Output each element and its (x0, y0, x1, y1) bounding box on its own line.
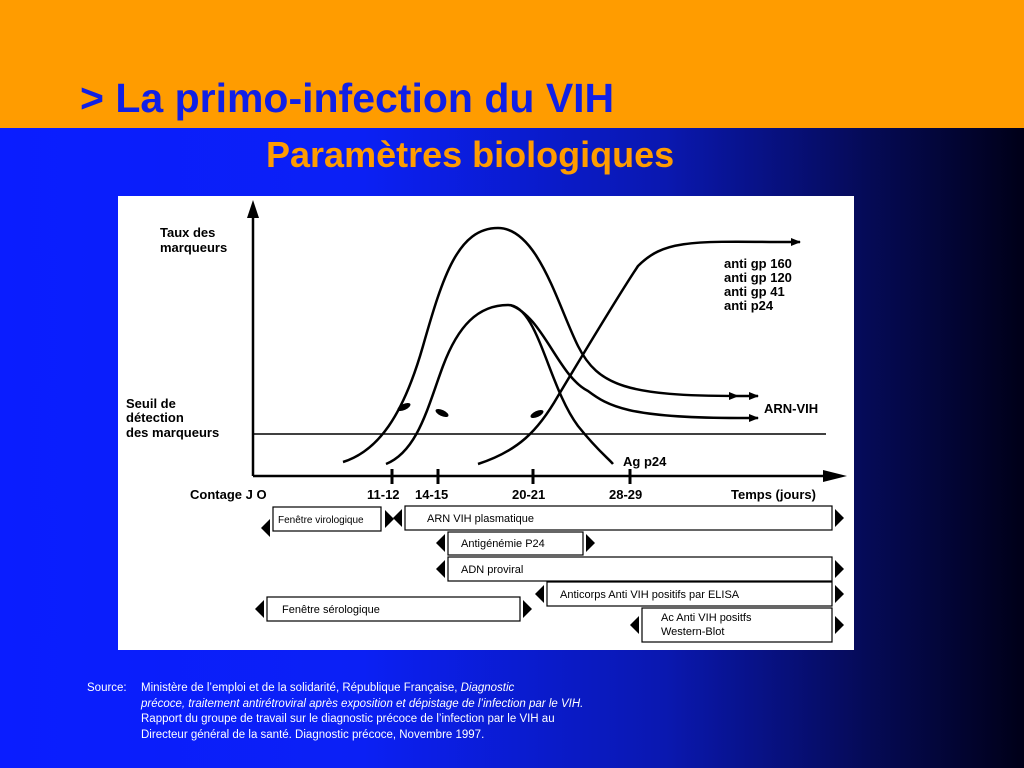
window-antigenemie-p24 (436, 532, 595, 555)
window-western-blot (630, 608, 844, 642)
label-anti-gp41: anti gp 41 (724, 284, 785, 299)
crossing-mark-p24 (434, 407, 449, 418)
window-label: Anticorps Anti VIH positifs par ELISA (560, 589, 740, 601)
label-anti-gp120: anti gp 120 (724, 270, 792, 285)
source-label: Source: (87, 682, 127, 694)
threshold-label (126, 396, 219, 440)
window-fenetre-serologique (255, 597, 532, 621)
p24-arn-second-curve (510, 305, 738, 418)
tick-label-11-12: 11-12 (367, 487, 400, 502)
label-anti-p24: anti p24 (724, 298, 774, 313)
label-ag-p24: Ag p24 (623, 454, 667, 469)
right-triangle-icon (835, 585, 844, 603)
y-axis-label (160, 225, 227, 255)
window-label: Antigénémie P24 (461, 538, 545, 550)
left-triangle-icon (436, 534, 445, 552)
window-label-line1: Ac Anti VIH positfs (661, 612, 752, 624)
label-arn-vih: ARN-VIH (764, 401, 819, 416)
source-line-3: Rapport du groupe de travail sur le diagnostic précoce de l’infection par le VIH au (141, 713, 555, 725)
window-label: ARN VIH plasmatique (427, 513, 534, 525)
tick-label-20-21: 20-21 (512, 487, 546, 502)
diagram-figure (118, 196, 854, 650)
page-title: > La primo-infection du VIH (80, 75, 615, 121)
source-citation (87, 681, 987, 743)
y-axis-arrow (247, 200, 259, 218)
tick-label-14-15: 14-15 (415, 487, 449, 502)
x-axis-label: Temps (jours) (731, 487, 816, 502)
window-label-line2: Western-Blot (661, 626, 725, 638)
window-anticorps-elisa (535, 582, 844, 606)
left-triangle-icon (261, 519, 270, 537)
source-line-1 (87, 681, 987, 697)
tick-label-contage: Contage J O (190, 487, 267, 502)
antibody-labels (724, 256, 796, 313)
threshold-label-line3: des marqueurs (126, 425, 220, 440)
right-triangle-icon (835, 509, 844, 527)
right-triangle-icon (835, 616, 844, 634)
label-anti-gp160: anti gp 160 (724, 256, 792, 271)
left-triangle-icon (535, 585, 544, 603)
left-triangle-icon (436, 560, 445, 578)
right-triangle-icon (385, 510, 394, 528)
y-axis-label-line1: Taux des (160, 225, 216, 240)
threshold-label-line1: Seuil de (126, 396, 176, 411)
primo-infection-diagram (118, 196, 854, 650)
window-label: Fenêtre virologique (278, 515, 364, 526)
source-line-4: Directeur général de la santé. Diagnostic précoce, Novembre 1997. (141, 728, 485, 741)
source-line1-plain: Ministère de l’emploi et de la solidarité, République Française, (141, 682, 461, 694)
source-line1-italic: Diagnostic (460, 682, 515, 694)
threshold-label-line2: détection (126, 410, 184, 425)
window-fenetre-virologique (261, 507, 394, 537)
window-label: ADN proviral (461, 564, 524, 576)
window-arn-vih-plasmatique (393, 506, 844, 530)
window-label: Fenêtre sérologique (282, 604, 380, 616)
source-line-2 (87, 697, 987, 713)
tick-label-28-29: 28-29 (609, 487, 643, 502)
left-triangle-icon (630, 616, 639, 634)
y-axis-label-line2: marqueurs (160, 240, 228, 255)
right-triangle-icon (586, 534, 595, 552)
window-adn-proviral (436, 557, 844, 581)
left-triangle-icon (393, 509, 402, 527)
page-subtitle: Paramètres biologiques (266, 134, 675, 175)
left-triangle-icon (255, 600, 264, 618)
right-triangle-icon (523, 600, 532, 618)
source-line2-italic: précoce, traitement antirétroviral après exposition et dépistage de l’infection par le VIH. (141, 697, 584, 710)
x-axis-arrow (823, 470, 847, 482)
right-triangle-icon (835, 560, 844, 578)
